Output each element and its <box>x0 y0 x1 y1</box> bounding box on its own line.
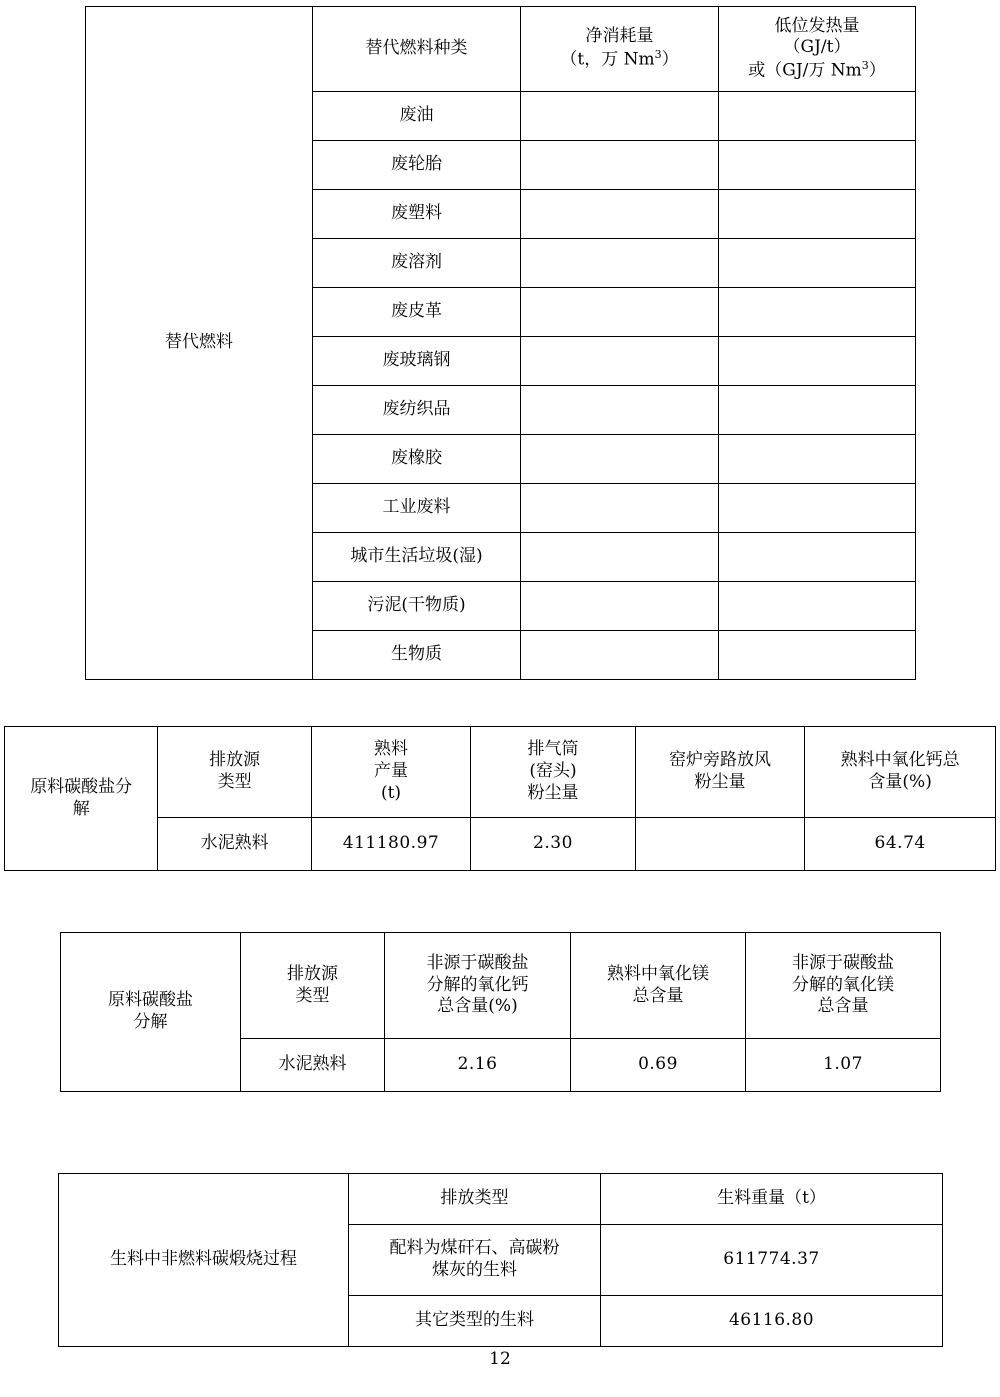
net-consumption-superscript: 3 <box>654 48 662 62</box>
fuel-name: 废轮胎 <box>313 141 521 190</box>
header-fuel-type: 替代燃料种类 <box>313 7 521 92</box>
carbonate-decomposition-table-1 <box>4 726 996 871</box>
lhv-superscript: 3 <box>861 59 869 73</box>
cell-cao-total: 64.74 <box>805 818 996 871</box>
raw-meal-calcination-table <box>58 1173 943 1347</box>
table-header-row <box>5 727 996 818</box>
header-source-type <box>158 727 311 818</box>
carbonate-2-row-label-line1: 原料碳酸盐 <box>108 990 193 1011</box>
fuel-lhv <box>719 337 916 386</box>
cell-emission-type-line2: 煤灰的生料 <box>432 1260 517 1280</box>
fuel-name: 城市生活垃圾(湿) <box>313 533 521 582</box>
lhv-unit-end: ） <box>868 60 886 81</box>
cell-emission-type: 其它类型的生料 <box>349 1296 601 1347</box>
cell-source-type: 水泥熟料 <box>241 1039 385 1092</box>
fuel-net-consumption <box>521 435 719 484</box>
header-source-type <box>241 933 385 1039</box>
cell-clinker-output: 411180.97 <box>311 818 470 871</box>
carbonate-1-row-label-line1: 原料碳酸盐分 <box>30 776 133 797</box>
header-stack-dust-line2: (窑头) <box>529 761 577 782</box>
header-mgo-line2: 总含量 <box>632 985 684 1006</box>
carbonate-2-row-label <box>61 933 241 1092</box>
header-lhv-line2: （GJ/t） <box>783 37 851 58</box>
fuel-name: 废油 <box>313 92 521 141</box>
header-cao-line1: 熟料中氧化钙总 <box>840 750 960 771</box>
fuel-net-consumption <box>521 141 719 190</box>
header-cao-line2: 含量(%) <box>868 772 932 792</box>
fuel-net-consumption <box>521 631 719 680</box>
header-stack-dust <box>471 727 635 818</box>
header-source-type-line1: 排放源 <box>287 963 338 984</box>
fuel-lhv <box>719 190 916 239</box>
header-net-consumption <box>521 7 719 92</box>
fuel-net-consumption <box>521 582 719 631</box>
header-clinker-line1: 熟料 <box>374 739 408 760</box>
fuel-name: 污泥(干物质) <box>313 582 521 631</box>
fuel-lhv <box>719 141 916 190</box>
page-number: 12 <box>489 1349 511 1369</box>
cell-emission-type <box>349 1225 601 1296</box>
table-header-row <box>61 933 941 1039</box>
carbonate-decomposition-table-2 <box>60 932 941 1092</box>
header-mgo-line1: 熟料中氧化镁 <box>607 963 709 984</box>
header-emission-type: 排放类型 <box>349 1174 601 1225</box>
fuel-lhv <box>719 582 916 631</box>
cell-source-type: 水泥熟料 <box>158 818 311 871</box>
header-bypass-dust <box>635 727 805 818</box>
table-header-row <box>86 7 916 92</box>
fuel-name: 废纺织品 <box>313 386 521 435</box>
raw-meal-row-label: 生料中非燃料碳煅烧过程 <box>59 1174 349 1347</box>
fuel-name: 废塑料 <box>313 190 521 239</box>
header-clinker-line2: 产量 <box>374 761 408 782</box>
cell-mgo-total: 0.69 <box>571 1039 746 1092</box>
header-net-consumption-line2 <box>523 48 716 71</box>
fuel-lhv <box>719 92 916 141</box>
header-lhv-line3 <box>721 59 913 82</box>
fuel-lhv <box>719 435 916 484</box>
fuel-net-consumption <box>521 288 719 337</box>
net-consumption-unit: （t，万 Nm <box>560 49 655 70</box>
fuel-name: 工业废料 <box>313 484 521 533</box>
cell-emission-type-line1: 配料为煤矸石、高碳粉 <box>389 1238 560 1259</box>
header-lower-heating-value <box>719 7 916 92</box>
cell-raw-meal-weight: 611774.37 <box>601 1225 943 1296</box>
header-stack-dust-line3: 粉尘量 <box>527 782 579 803</box>
fuel-name: 废玻璃钢 <box>313 337 521 386</box>
header-net-consumption-line1: 净消耗量 <box>585 26 654 47</box>
fuel-lhv <box>719 533 916 582</box>
cell-raw-meal-weight: 46116.80 <box>601 1296 943 1347</box>
net-consumption-unit-end: ） <box>661 49 679 70</box>
fuel-lhv <box>719 386 916 435</box>
fuel-name: 生物质 <box>313 631 521 680</box>
fuel-name: 废橡胶 <box>313 435 521 484</box>
fuel-name: 废皮革 <box>313 288 521 337</box>
header-non-carbonate-mgo <box>746 933 941 1039</box>
header-clinker-output <box>311 727 470 818</box>
fuel-net-consumption <box>521 337 719 386</box>
header-non-carbonate-mgo-line2: 分解的氧化镁 <box>792 974 894 995</box>
fuel-net-consumption <box>521 92 719 141</box>
header-bypass-line1: 窑炉旁路放风 <box>668 750 771 771</box>
header-source-type-line1: 排放源 <box>209 750 261 771</box>
header-non-carbonate-cao-line3: 总含量(%) <box>437 996 518 1017</box>
carbonate-1-row-label <box>5 727 158 871</box>
fuel-net-consumption <box>521 386 719 435</box>
header-non-carbonate-mgo-line1: 非源于碳酸盐 <box>792 952 894 973</box>
header-source-type-line2: 类型 <box>295 985 330 1006</box>
cell-bypass-dust <box>635 818 805 871</box>
carbonate-1-row-label-line2: 解 <box>72 798 90 819</box>
carbonate-2-row-label-line2: 分解 <box>133 1012 168 1032</box>
lhv-unit: 或（GJ/万 Nm <box>748 60 862 81</box>
fuel-net-consumption <box>521 239 719 288</box>
header-non-carbonate-cao-line1: 非源于碳酸盐 <box>426 952 529 973</box>
fuel-name: 废溶剂 <box>313 239 521 288</box>
alternative-fuel-table <box>85 6 916 680</box>
header-non-carbonate-cao <box>385 933 571 1039</box>
header-non-carbonate-cao-line2: 分解的氧化钙 <box>426 974 529 995</box>
cell-non-carbonate-mgo: 1.07 <box>746 1039 941 1092</box>
header-clinker-line3: (t) <box>380 782 402 803</box>
fuel-table-row-label: 替代燃料 <box>86 7 313 680</box>
header-source-type-line2: 类型 <box>217 772 252 792</box>
fuel-lhv <box>719 631 916 680</box>
cell-non-carbonate-cao: 2.16 <box>385 1039 571 1092</box>
fuel-net-consumption <box>521 533 719 582</box>
fuel-net-consumption <box>521 190 719 239</box>
header-mgo-total <box>571 933 746 1039</box>
header-lhv-line1: 低位发热量 <box>774 15 860 36</box>
header-bypass-line2: 粉尘量 <box>694 772 746 792</box>
cell-stack-dust: 2.30 <box>471 818 635 871</box>
fuel-net-consumption <box>521 484 719 533</box>
header-stack-dust-line1: 排气筒 <box>527 739 579 760</box>
header-cao-total <box>805 727 996 818</box>
fuel-lhv <box>719 239 916 288</box>
header-non-carbonate-mgo-line3: 总含量 <box>817 996 869 1017</box>
fuel-lhv <box>719 484 916 533</box>
fuel-lhv <box>719 288 916 337</box>
header-raw-meal-weight: 生料重量（t） <box>601 1174 943 1225</box>
table-header-row <box>59 1174 943 1225</box>
